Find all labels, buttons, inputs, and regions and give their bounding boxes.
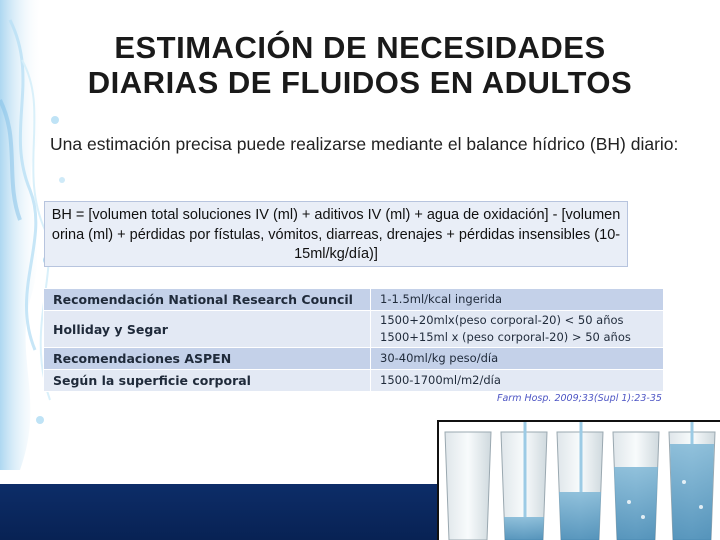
row-label: [44, 370, 371, 392]
intro-text: Una estimación precisa puede realizarse mediante el balance hídrico (BH) diario:: [50, 134, 679, 154]
row-value: [371, 370, 664, 392]
row-value-text: 30-40ml/kg peso/día: [380, 351, 499, 365]
row-value: [371, 348, 664, 370]
row-value-text: 1500+15ml x (peso corporal-20) > 50 años: [380, 330, 631, 344]
recommendations-table: [43, 288, 664, 392]
row-label-text: Recomendación National Research Council: [53, 292, 353, 307]
row-label: [44, 348, 371, 370]
table-row: [44, 311, 664, 348]
glasses-illustration: [439, 422, 720, 540]
glass-icon: [557, 422, 603, 540]
formula-box: [44, 201, 628, 267]
row-value: [371, 289, 664, 311]
row-label: [44, 311, 371, 348]
glass-icon: [613, 432, 659, 540]
table-row: [44, 348, 664, 370]
row-label: [44, 289, 371, 311]
glass-icon: [501, 422, 547, 540]
source-citation: Farm Hosp. 2009;33(Supl 1):23-35: [497, 393, 662, 404]
row-value: [371, 311, 664, 348]
formula-text: BH = [volumen total soluciones IV (ml) + aditivos IV (ml) + agua de oxidación] - [volumen orina (ml) + pérdidas por fístulas, vómitos, diarreas, drenajes + pérdidas insensibles (10-15ml/kg/día)]: [51, 207, 621, 262]
row-label-text: Holliday y Segar: [53, 321, 168, 337]
table-row: [44, 289, 664, 311]
title-line-1: ESTIMACIÓN DE NECESIDADES: [114, 30, 606, 65]
table-row: [44, 370, 664, 392]
row-value-text: 1500-1700ml/m2/día: [380, 373, 501, 387]
water-glasses-photo: [437, 420, 720, 540]
title-line-2: DIARIAS DE FLUIDOS EN ADULTOS: [87, 65, 633, 100]
row-label-text: Recomendaciones ASPEN: [53, 351, 232, 366]
row-value-text: 1500+20mlx(peso corporal-20) < 50 años: [380, 313, 624, 327]
glass-icon: [445, 432, 491, 540]
row-label-text: Según la superficie corporal: [53, 373, 251, 388]
glass-icon: [669, 422, 715, 540]
row-value-text: 1-1.5ml/kcal ingerida: [380, 292, 503, 306]
slide-title: [0, 30, 720, 100]
